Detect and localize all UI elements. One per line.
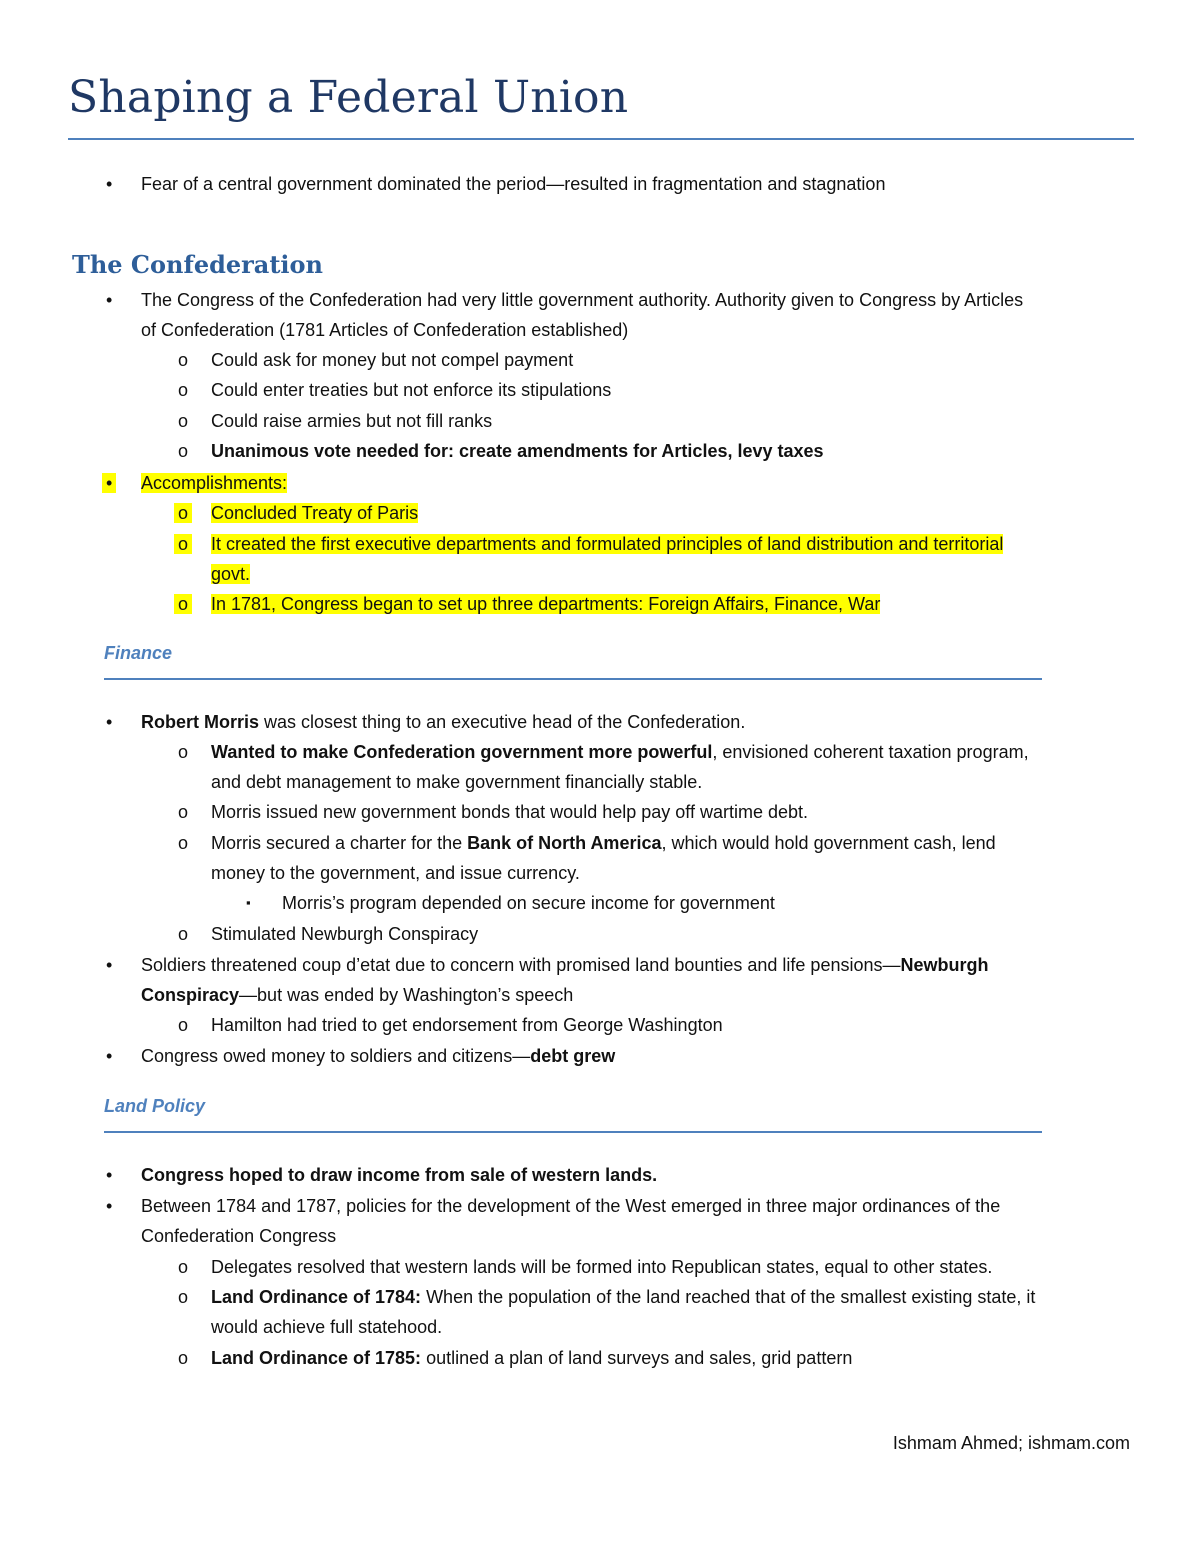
morris-item: [141, 707, 745, 737]
congress-authority-line2: of Confederation (1781 Articles of Confederation established): [141, 320, 629, 340]
section-heading-confederation: The Confederation: [72, 250, 323, 279]
highlighted-text: Accomplishments:: [141, 473, 288, 493]
ordinances-line1: Between 1784 and 1787, policies for the development of the West emerged in three major ordinances of the: [141, 1196, 1001, 1216]
ordinance-1784-label: Land Ordinance of 1784:: [211, 1287, 422, 1307]
wanted-bold-text: Wanted to make Confederation government more powerful: [211, 742, 713, 762]
sub-bullet-icon: o: [178, 380, 189, 400]
finance-underline: [104, 678, 1042, 680]
morris-name: Robert Morris: [141, 712, 260, 732]
ordinances-line2: Confederation Congress: [141, 1226, 337, 1246]
morris-wanted-line1: [211, 737, 1029, 767]
sub-bullet-icon: o: [178, 1015, 189, 1035]
bullet-icon: •: [106, 1196, 113, 1216]
sub-bullet-icon: [178, 529, 192, 559]
subsection-heading-land-policy: Land Policy: [104, 1096, 206, 1116]
sub-bullet-icon: o: [178, 742, 189, 762]
unanimous-vote-item: [211, 436, 824, 466]
morris-bank-line2: money to the government, and issue currency.: [211, 863, 580, 883]
soldiers-text: Soldiers threatened coup d’etat due to concern with promised land bounties and life pensions—: [141, 955, 901, 975]
bullet-icon: •: [106, 1046, 113, 1066]
highlighted-bullet: o: [174, 594, 192, 614]
bullet-icon: •: [106, 712, 113, 732]
newburgh-bold: Newburgh: [900, 955, 989, 975]
debt-text: Congress owed money to soldiers and citizens—: [141, 1046, 531, 1066]
highlighted-text: Concluded Treaty of Paris: [211, 503, 419, 523]
sub-bullet-icon: o: [178, 1287, 189, 1307]
accomplishment-departments: [211, 589, 880, 619]
bullet-icon: •: [106, 290, 113, 310]
sub-bullet-icon: o: [178, 350, 189, 370]
sub-bullet-icon: o: [178, 833, 189, 853]
land-income-item: [141, 1160, 657, 1190]
highlighted-text: govt.: [211, 564, 251, 584]
bullet-icon: •: [106, 174, 113, 194]
bank-text-pre: Morris secured a charter for the: [211, 833, 468, 853]
ordinance-1785-item: [211, 1343, 852, 1373]
hamilton-item: Hamilton had tried to get endorsement from George Washington: [211, 1015, 723, 1035]
page-title: Shaping a Federal Union: [68, 72, 629, 123]
debt-bold: debt grew: [530, 1046, 616, 1066]
accomplishment-exec-line2: [211, 559, 250, 589]
sub-bullet-icon: [178, 498, 192, 528]
ordinance-1785-text: outlined a plan of land surveys and sales, grid pattern: [421, 1348, 853, 1368]
sub-bullet-icon: o: [178, 802, 189, 822]
soldiers-text-2: —but was ended by Washington’s speech: [239, 985, 574, 1005]
ordinance-1784-line1: [211, 1282, 1035, 1312]
highlighted-bullet: •: [102, 473, 116, 493]
highlighted-text: It created the first executive departments and formulated principles of land distribution and territorial: [211, 534, 1004, 554]
land-policy-underline: [104, 1131, 1042, 1133]
highlighted-bullet: o: [174, 534, 192, 554]
ordinance-1784-line2: would achieve full statehood.: [211, 1317, 443, 1337]
morris-text: was closest thing to an executive head of the Confederation.: [259, 712, 746, 732]
sub-bullet-icon: o: [178, 1348, 189, 1368]
list-item: Could ask for money but not compel payment: [211, 350, 574, 370]
delegates-item: Delegates resolved that western lands will be formed into Republican states, equal to other states.: [211, 1257, 993, 1277]
sub-bullet-icon: o: [178, 1257, 189, 1277]
bank-text-post: , which would hold government cash, lend: [661, 833, 996, 853]
subsection-heading-finance: Finance: [104, 643, 173, 663]
accomplishment-treaty: [211, 498, 418, 528]
conspiracy-bold: Conspiracy: [141, 985, 240, 1005]
morris-program: Morris’s program depended on secure income for government: [282, 893, 775, 913]
morris-bonds: Morris issued new government bonds that would help pay off wartime debt.: [211, 802, 808, 822]
unanimous-vote-text: Unanimous vote needed for: create amendments for Articles, levy taxes: [211, 441, 824, 461]
sub-bullet-icon: o: [178, 411, 189, 431]
sub-bullet-icon: o: [178, 441, 189, 461]
soldiers-line2: [141, 980, 573, 1010]
intro-bullet: Fear of a central government dominated the period—resulted in fragmentation and stagnation: [141, 174, 886, 194]
land-income-text: Congress hoped to draw income from sale of western lands.: [141, 1165, 658, 1185]
highlighted-bullet: o: [174, 503, 192, 523]
accomplishment-exec-line1: [211, 529, 1003, 559]
highlighted-text: In 1781, Congress began to set up three departments: Foreign Affairs, Finance, War: [211, 594, 881, 614]
morris-bank-line1: [211, 828, 996, 858]
sub-bullet-icon: [178, 589, 192, 619]
title-underline: [68, 138, 1134, 140]
ordinance-1784-text: When the population of the land reached that of the smallest existing state, it: [421, 1287, 1036, 1307]
square-bullet-icon: ▪: [246, 895, 251, 910]
bullet-icon: [106, 468, 116, 498]
bullet-icon: •: [106, 955, 113, 975]
list-item: Could enter treaties but not enforce its stipulations: [211, 380, 612, 400]
ordinance-1785-label: Land Ordinance of 1785:: [211, 1348, 422, 1368]
list-item: Could raise armies but not fill ranks: [211, 411, 493, 431]
footer-credit: Ishmam Ahmed; ishmam.com: [892, 1433, 1130, 1453]
newburgh-item: Stimulated Newburgh Conspiracy: [211, 924, 479, 944]
debt-item: [141, 1041, 615, 1071]
bullet-icon: •: [106, 1165, 113, 1185]
wanted-text: , envisioned coherent taxation program,: [712, 742, 1029, 762]
congress-authority-line1: The Congress of the Confederation had very little government authority. Authority given to Congress by Articles: [141, 290, 1024, 310]
soldiers-line1: [141, 950, 988, 980]
bank-name: Bank of North America: [467, 833, 662, 853]
morris-wanted-line2: and debt management to make government financially stable.: [211, 772, 703, 792]
accomplishments-label: [141, 468, 287, 498]
sub-bullet-icon: o: [178, 924, 189, 944]
